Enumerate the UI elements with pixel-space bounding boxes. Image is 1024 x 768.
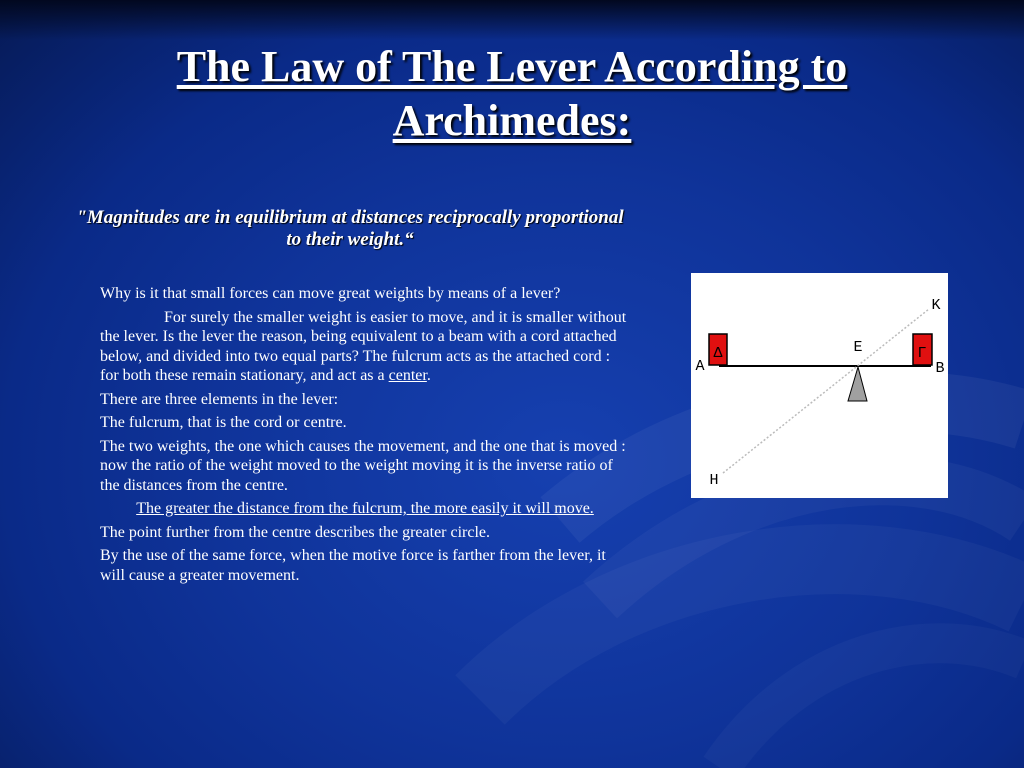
slide-title	[60, 40, 964, 148]
label-h: H	[709, 472, 719, 489]
paragraph-force: By the use of the same force, when the motive force is farther from the lever, it will cause a greater movement.	[100, 547, 606, 584]
label-gamma: Γ	[917, 345, 927, 362]
label-e: E	[853, 339, 863, 356]
slide-title-line2: Archimedes:	[392, 96, 632, 145]
label-b: B	[935, 360, 945, 377]
rotation-line	[723, 309, 929, 473]
archimedes-quote: "Magnitudes are in equilibrium at distances reciprocally proportional to their weight.“	[76, 207, 624, 250]
paragraph-circle: The point further from the centre describes the greater circle.	[100, 523, 491, 541]
explanation-text: For surely the smaller weight is easier to move, and it is smaller without the lever. Is the lever the reason, being equivalent to a beam with a cord attached below, and divided into two equal parts? The fulcrum acts as the attached cord : for both these remain stationary, and act as a	[100, 308, 627, 384]
paragraph-distance-rule: The greater the distance from the fulcrum, the more easily it will move.	[136, 500, 594, 517]
paragraph-fulcrum: The fulcrum, that is the cord or centre.	[100, 414, 347, 431]
explanation-end: .	[426, 367, 431, 384]
paragraph-elements: There are three elements in the lever:	[100, 390, 339, 408]
label-delta: Δ	[713, 345, 723, 362]
label-a: A	[695, 358, 705, 375]
lever-diagram-svg	[691, 273, 948, 498]
lever-diagram	[691, 273, 948, 498]
top-shade	[0, 0, 1024, 40]
paragraph-question: Why is it that small forces can move great weights by means of a lever?	[100, 285, 561, 302]
body-text	[100, 284, 630, 589]
paragraph-explanation	[100, 308, 630, 386]
paragraph-weights: The two weights, the one which causes the movement, and the one that is moved : now the ratio of the weight moved to the weight moving it is the inverse ratio of the distances from the centre.	[100, 437, 626, 494]
fulcrum-icon	[848, 367, 867, 401]
slide-title-line1: The Law of The Lever According to	[176, 42, 848, 91]
center-link[interactable]: center	[388, 367, 427, 384]
label-k: K	[931, 297, 941, 314]
